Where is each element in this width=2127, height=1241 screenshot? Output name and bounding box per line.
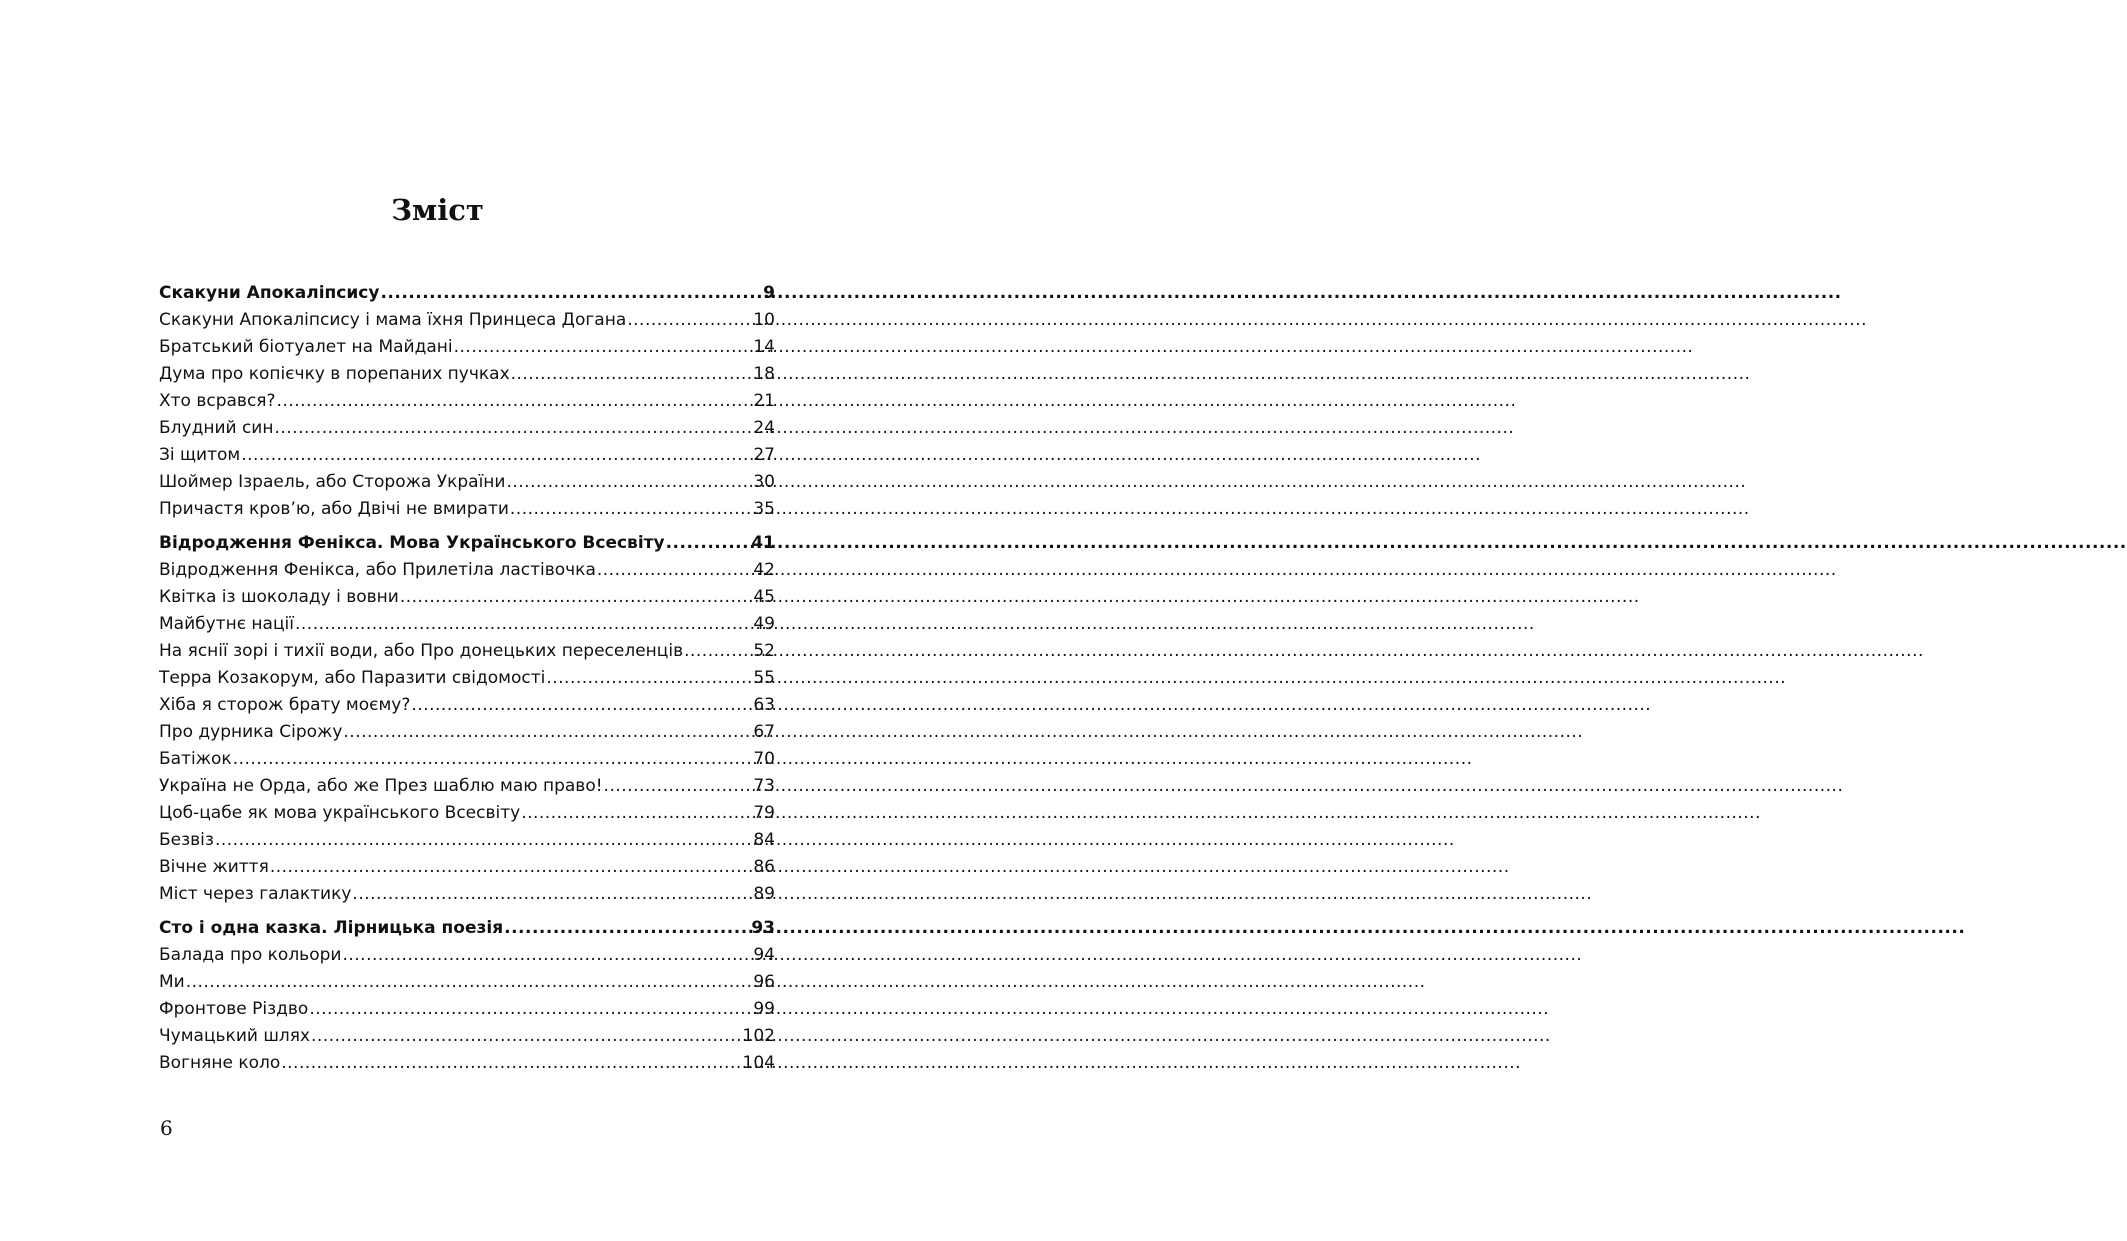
toc-leader-dots <box>506 469 752 496</box>
toc-leader-dots <box>411 692 752 719</box>
toc-entry[interactable] <box>159 1023 775 1050</box>
toc-entry-title: Безвіз <box>159 830 214 850</box>
toc-entry-title: Дума про копієчку в порепаних пучках <box>159 364 510 384</box>
toc-entry-title: Цоб-цабе як мова українського Всесвіту <box>159 803 521 823</box>
toc-leader-dots <box>400 584 753 611</box>
toc-section-heading[interactable] <box>159 915 775 942</box>
toc-entry-title: Балада про кольори <box>159 945 342 965</box>
toc-entry-title: Причастя кров’ю, або Двічі не вмирати <box>159 499 509 519</box>
toc-entry-page: 63 <box>753 695 775 715</box>
toc-entry[interactable] <box>159 773 775 800</box>
toc-entry-title: Ми <box>159 972 185 992</box>
toc-entry[interactable] <box>159 854 775 881</box>
toc-heading-page: 93 <box>751 918 775 938</box>
page-number: 6 <box>160 1116 173 1140</box>
toc-section-heading[interactable] <box>159 280 775 307</box>
toc-entry-page: 96 <box>753 972 775 992</box>
toc-entry[interactable] <box>159 692 775 719</box>
toc-entry[interactable] <box>159 665 775 692</box>
toc-section-1 <box>159 280 775 523</box>
toc-leader-dots <box>604 773 753 800</box>
toc-entry-title: Зі щитом <box>159 445 241 465</box>
toc-entry[interactable] <box>159 584 775 611</box>
toc-entry[interactable] <box>159 361 775 388</box>
toc-leader-dots <box>270 854 753 881</box>
toc-entry-page: 14 <box>753 337 775 357</box>
toc-entry[interactable] <box>159 1050 775 1077</box>
toc-entry-title: Майбутнє нації <box>159 614 294 634</box>
toc-entry-title: Чумацький шлях <box>159 1026 311 1046</box>
toc-entry[interactable] <box>159 415 775 442</box>
toc-entry[interactable] <box>159 746 775 773</box>
toc-entry-page: 84 <box>753 830 775 850</box>
table-of-contents <box>159 280 775 1084</box>
toc-entry-page: 55 <box>753 668 775 688</box>
toc-entry-title: Хіба я сторож брату моєму? <box>159 695 411 715</box>
toc-entry-page: 18 <box>753 364 775 384</box>
toc-leader-dots <box>454 334 753 361</box>
toc-leader-dots <box>352 881 752 908</box>
toc-entry[interactable] <box>159 800 775 827</box>
toc-entry-page: 73 <box>753 776 775 796</box>
toc-entry-page: 102 <box>742 1026 775 1046</box>
toc-entry-title: Братський біотуалет на Майдані <box>159 337 453 357</box>
toc-entry-page: 45 <box>753 587 775 607</box>
toc-entry-title: Блудний син <box>159 418 274 438</box>
toc-entry-title: Про дурника Сірожу <box>159 722 343 742</box>
toc-leader-dots <box>274 415 752 442</box>
toc-entry[interactable] <box>159 442 775 469</box>
toc-leader-dots <box>510 496 752 523</box>
toc-leader-dots <box>342 942 752 969</box>
toc-entry-page: 79 <box>753 803 775 823</box>
toc-leader-dots <box>233 746 753 773</box>
toc-leader-dots <box>684 638 752 665</box>
toc-entry[interactable] <box>159 496 775 523</box>
toc-leader-dots <box>281 1050 741 1077</box>
toc-leader-dots <box>504 915 750 942</box>
toc-leader-dots <box>277 388 753 415</box>
toc-entry-page: 24 <box>753 418 775 438</box>
toc-entry[interactable] <box>159 611 775 638</box>
toc-entry[interactable] <box>159 827 775 854</box>
toc-entry[interactable] <box>159 469 775 496</box>
toc-entry[interactable] <box>159 307 775 334</box>
toc-heading-title: Відродження Фенікса. Мова Українського Всесвіту <box>159 533 665 553</box>
toc-heading-title: Сто і одна казка. Лірницька поезія <box>159 918 504 938</box>
toc-entry-page: 10 <box>753 310 775 330</box>
toc-entry-page: 27 <box>753 445 775 465</box>
toc-leader-dots <box>546 665 752 692</box>
toc-leader-dots <box>241 442 752 469</box>
page-title: Зміст <box>391 193 484 227</box>
toc-entry[interactable] <box>159 557 775 584</box>
toc-entry[interactable] <box>159 969 775 996</box>
toc-entry-page: 70 <box>753 749 775 769</box>
toc-entry-page: 52 <box>753 641 775 661</box>
toc-entry-page: 89 <box>753 884 775 904</box>
toc-entry-title: Батіжок <box>159 749 232 769</box>
toc-entry-title: Відродження Фенікса, або Прилетіла ластівочка <box>159 560 596 580</box>
toc-entry-title: Шоймер Ізраель, або Сторожа України <box>159 472 506 492</box>
toc-section-3 <box>159 915 775 1077</box>
toc-leader-dots <box>311 1023 742 1050</box>
toc-entry-page: 86 <box>753 857 775 877</box>
toc-leader-dots <box>511 361 753 388</box>
toc-leader-dots <box>627 307 752 334</box>
toc-leader-dots <box>215 827 752 854</box>
toc-entry-title: Фронтове Різдво <box>159 999 309 1019</box>
toc-entry-page: 21 <box>753 391 775 411</box>
toc-entry-page: 99 <box>753 999 775 1019</box>
toc-leader-dots <box>597 557 752 584</box>
toc-entry-page: 67 <box>753 722 775 742</box>
toc-entry[interactable] <box>159 996 775 1023</box>
toc-entry-title: Хто всрався? <box>159 391 276 411</box>
toc-section-2 <box>159 530 775 908</box>
toc-heading-title: Скакуни Апокаліпсису <box>159 283 380 303</box>
toc-leader-dots <box>309 996 752 1023</box>
toc-entry[interactable] <box>159 334 775 361</box>
toc-entry[interactable] <box>159 942 775 969</box>
toc-entry-title: Скакуни Апокаліпсису і мама їхня Принцеса Догана <box>159 310 627 330</box>
toc-entry[interactable] <box>159 881 775 908</box>
toc-entry-title: Вічне життя <box>159 857 269 877</box>
toc-leader-dots <box>186 969 753 996</box>
toc-entry-page: 94 <box>753 945 775 965</box>
toc-entry-title: Квітка із шоколаду і вовни <box>159 587 399 607</box>
toc-entry-title: Україна не Орда, або же През шаблю маю право! <box>159 776 603 796</box>
toc-section-heading[interactable] <box>159 530 775 557</box>
toc-entry-page: 42 <box>753 560 775 580</box>
toc-heading-page: 9 <box>763 283 775 303</box>
toc-leader-dots <box>343 719 752 746</box>
toc-heading-page: 41 <box>751 533 775 553</box>
toc-entry[interactable] <box>159 388 775 415</box>
toc-entry-page: 49 <box>753 614 775 634</box>
toc-leader-dots <box>666 530 751 557</box>
toc-entry-page: 35 <box>753 499 775 519</box>
toc-leader-dots <box>521 800 752 827</box>
toc-entry-page: 104 <box>742 1053 775 1073</box>
toc-entry-title: Вогняне коло <box>159 1053 281 1073</box>
toc-entry-title: На яснії зорі і тихії води, або Про донецьких переселенців <box>159 641 684 661</box>
toc-leader-dots <box>295 611 752 638</box>
toc-entry-page: 30 <box>753 472 775 492</box>
toc-leader-dots <box>380 280 762 307</box>
toc-entry-title: Терра Козакорум, або Паразити свідомості <box>159 668 546 688</box>
toc-entry[interactable] <box>159 719 775 746</box>
toc-entry-title: Міст через галактику <box>159 884 352 904</box>
toc-entry[interactable] <box>159 638 775 665</box>
